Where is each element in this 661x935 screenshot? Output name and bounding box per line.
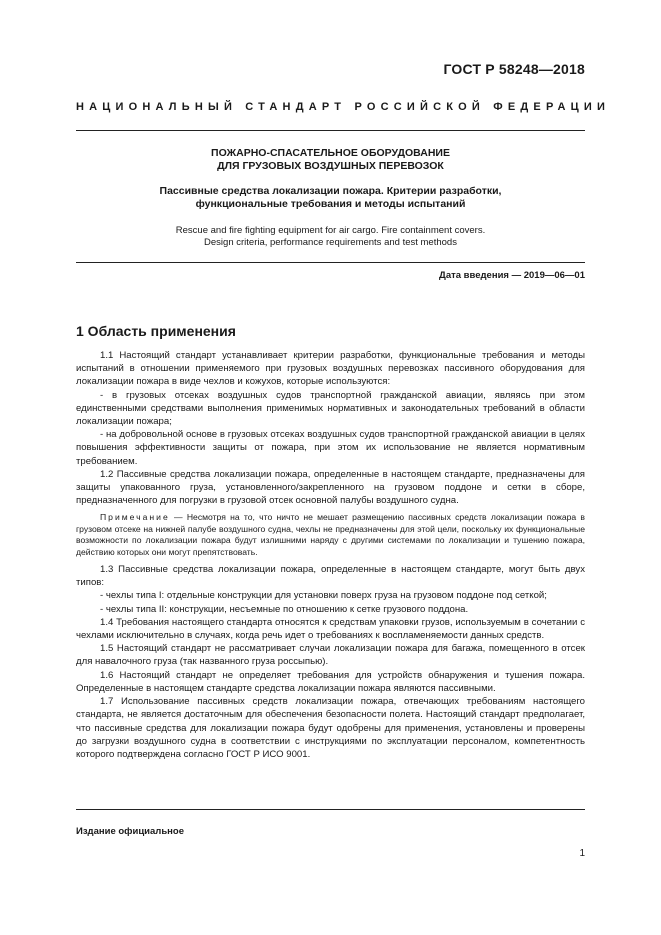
subtitle-ru-line-1: Пассивные средства локализации пожара. Критерии разработки, bbox=[159, 185, 502, 197]
title-en-line-1: Rescue and fire fighting equipment for air cargo. Fire containment covers. bbox=[175, 225, 486, 236]
paragraph-1-1: 1.1 Настоящий стандарт устанавливает критерии разработки, функциональные требования и методы испытаний в отношении применяемого при грузовых воздушных перевозках пассивного оборудования для локализации пожара в виде чехлов и кожухов, которые используются: bbox=[76, 350, 585, 388]
paragraph-1-2: 1.2 Пассивные средства локализации пожара, определенные в настоящем стандарте, предназначены для защиты упакованного груза, установленного/закрепленного на грузовом поддоне и сетки в сборе, предназначенного для погрузки в грузовой отсек основной палубы воздушного судна. bbox=[76, 468, 585, 507]
title-divider bbox=[76, 262, 585, 263]
title-ru-line-2: ДЛЯ ГРУЗОВЫХ ВОЗДУШНЫХ ПЕРЕВОЗОК bbox=[217, 160, 444, 172]
official-edition-label: Издание официальное bbox=[76, 826, 184, 837]
note-text: — Несмотря на то, что ничто не мешает размещению пассивных средств локализации пожара в грузовом отсеке на нижней палубе воздушного судна, чехлы не предназначены для этой цели, поскольку их функциональные возможности по локализации пожара будут излишними наряду с другими системами по локализации и тушению пожара, действию которых они могут препятствовать. bbox=[76, 512, 585, 557]
list-item: - на добровольной основе в грузовых отсеках воздушных судов транспортной гражданской авиации в целях повышения эффективности защиты от пожара, при этом их использование не является нормативным требованием. bbox=[76, 429, 585, 467]
paragraph-1-7: 1.7 Использование пассивных средств локализации пожара, отвечающих требованиям настоящего стандарта, не является достаточным для обеспечения безопасности полета. Настоящий стандарт предполагает, что пассивные средства для локализации пожара будут одобрены для применения, установлены и проверены до загрузки воздушного судна в соответствии с инструкциями по эксплуатации персоналом, компетентность которого подтверждена согласно ГОСТ Р ИСО 9001. bbox=[76, 696, 585, 760]
header-divider bbox=[76, 130, 585, 131]
standard-number: ГОСТ Р 58248—2018 bbox=[443, 61, 585, 77]
paragraph-1-3: 1.3 Пассивные средства локализации пожара, определенные в настоящем стандарте, могут быть двух типов: bbox=[76, 564, 585, 589]
list-item: - чехлы типа I: отдельные конструкции для установки поверх груза на грузовом поддоне под сеткой; bbox=[100, 590, 547, 602]
section-body bbox=[76, 349, 585, 761]
page-number: 1 bbox=[579, 848, 585, 859]
paragraph-1-6: 1.6 Настоящий стандарт не определяет требования для устройств обнаружения и тушения пожара. Определенные в настоящем стандарте средства локализации пожара являются пассивными. bbox=[76, 669, 585, 694]
document-title-ru bbox=[76, 147, 585, 173]
title-en-line-2: Design criteria, performance requirements and test methods bbox=[204, 237, 457, 248]
subtitle-ru-line-2: функциональные требования и методы испытаний bbox=[195, 198, 466, 210]
document-subtitle-ru bbox=[76, 185, 585, 211]
note bbox=[76, 512, 585, 558]
list-item: - в грузовых отсеках воздушных судов транспортной гражданской авиации, являясь при этом единственными средствами выполнения применимых нормативных и законодательных требований в области локализации пожара; bbox=[76, 389, 585, 428]
document-title-en bbox=[76, 225, 585, 249]
paragraph-1-4: 1.4 Требования настоящего стандарта относятся к средствам упаковки грузов, используемым в сочетании с чехлами исключительно в случаях, когда речь идет о требованиях к воспламеняемости данных средств. bbox=[76, 616, 585, 642]
paragraph-1-5: 1.5 Настоящий стандарт не рассматривает случаи локализации пожара для багажа, помещенного в отсек для навалочного груза (так названного груза россыпью). bbox=[76, 643, 585, 668]
list-item: - чехлы типа II: конструкции, несъемные по отношению к сетке грузового поддона. bbox=[100, 603, 469, 615]
title-ru-line-1: ПОЖАРНО-СПАСАТЕЛЬНОЕ ОБОРУДОВАНИЕ bbox=[211, 147, 450, 159]
national-standard-header: НАЦИОНАЛЬНЫЙ СТАНДАРТ РОССИЙСКОЙ ФЕДЕРАЦИИ bbox=[76, 101, 611, 113]
section-heading: 1 Область применения bbox=[76, 323, 236, 339]
footer-divider bbox=[76, 809, 585, 810]
effective-date: Дата введения — 2019—06—01 bbox=[439, 270, 585, 281]
note-label: Примечание bbox=[100, 512, 170, 523]
